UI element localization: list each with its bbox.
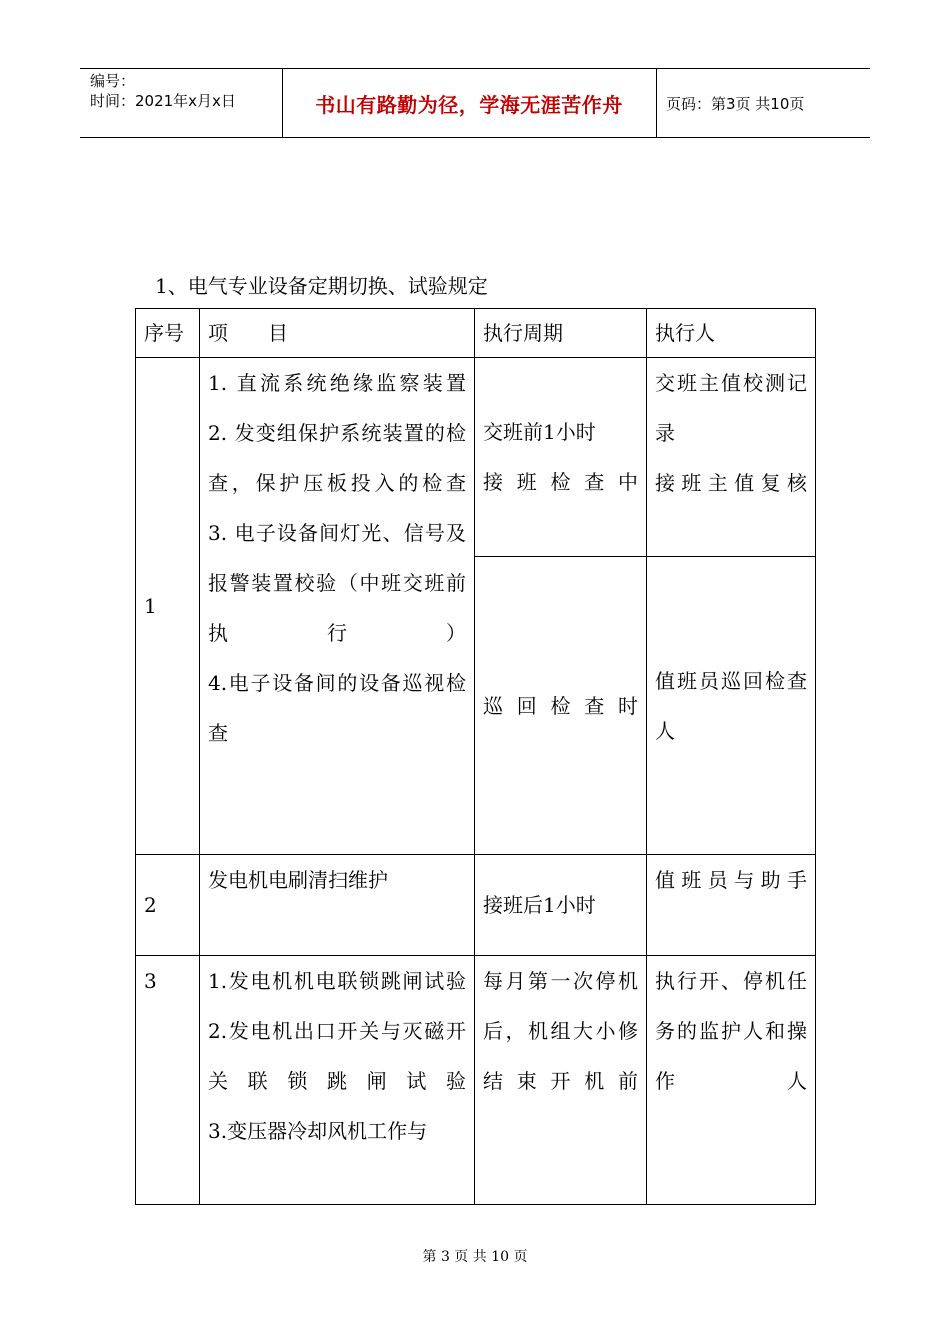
header-cell-cycle: 执行周期 — [475, 309, 647, 358]
row-person — [647, 855, 816, 956]
row-person — [647, 358, 816, 557]
item-line: 2. 发变组保护系统装置的检查，保护压板投入的检查 — [208, 421, 466, 495]
row-item: 发电机电刷清扫维护 — [200, 855, 475, 956]
row-items — [200, 358, 475, 855]
person-line: 交班主值校测记录 — [655, 371, 807, 445]
header-motto: 书山有路勤为径，学海无涯苦作舟 — [315, 92, 623, 117]
regulation-table — [135, 308, 816, 1205]
header-page-info: 页码：第3页 共10页 — [666, 94, 805, 113]
row-person — [647, 557, 816, 855]
table-row — [136, 855, 816, 956]
table-header-row — [136, 309, 816, 358]
person-line: 接班主值复核 — [655, 471, 807, 495]
row-number: 3 — [136, 956, 200, 1205]
person-line: 执行开、停机任务的监护人和操作人 — [655, 969, 807, 1093]
table-row — [136, 358, 816, 557]
row-cycle — [475, 956, 647, 1205]
person-line: 值班员巡回检查人 — [655, 668, 807, 743]
section-title: 1、电气专业设备定期切换、试验规定 — [155, 274, 488, 298]
item-line: 4.电子设备间的设备巡视检查 — [208, 671, 466, 745]
cycle-line: 交班前1小时 — [483, 420, 596, 445]
page-footer: 第 3 页 共 10 页 — [422, 1249, 528, 1265]
header-meta — [90, 71, 236, 111]
table-row — [136, 956, 816, 1205]
header-cell-item: 项 目 — [200, 309, 475, 358]
document-number-label: 编号： — [90, 72, 136, 90]
document-date-label: 时间：2021年x月x日 — [90, 92, 236, 110]
cycle-line: 每月第一次停机后，机组大小修结束开机前 — [483, 969, 638, 1093]
cycle-line: 接班检查中 — [483, 470, 638, 495]
item-line: 3. 电子设备间灯光、信号及报警装置校验（中班交班前执行） — [208, 521, 466, 645]
row-items — [200, 956, 475, 1205]
item-line: 2.发电机出口开关与灭磁开关联锁跳闸试验 — [208, 1019, 466, 1093]
header-cell-person: 执行人 — [647, 309, 816, 358]
header-cell-no: 序号 — [136, 309, 200, 358]
person-line: 值班员与助手 — [655, 868, 807, 892]
header-divider — [656, 69, 657, 137]
document-header — [80, 68, 870, 138]
row-number: 2 — [136, 855, 200, 956]
item-line: 1.发电机机电联锁跳闸试验 — [208, 969, 466, 993]
row-cycle — [475, 557, 647, 855]
row-cycle — [475, 358, 647, 557]
cycle-line: 巡回检查时 — [483, 693, 638, 718]
row-number: 1 — [136, 358, 200, 855]
row-person — [647, 956, 816, 1205]
item-line: 1. 直流系统绝缘监察装置 — [208, 371, 466, 395]
row-cycle: 接班后1小时 — [475, 855, 647, 956]
item-line: 3.变压器冷却风机工作与 — [208, 1119, 428, 1143]
